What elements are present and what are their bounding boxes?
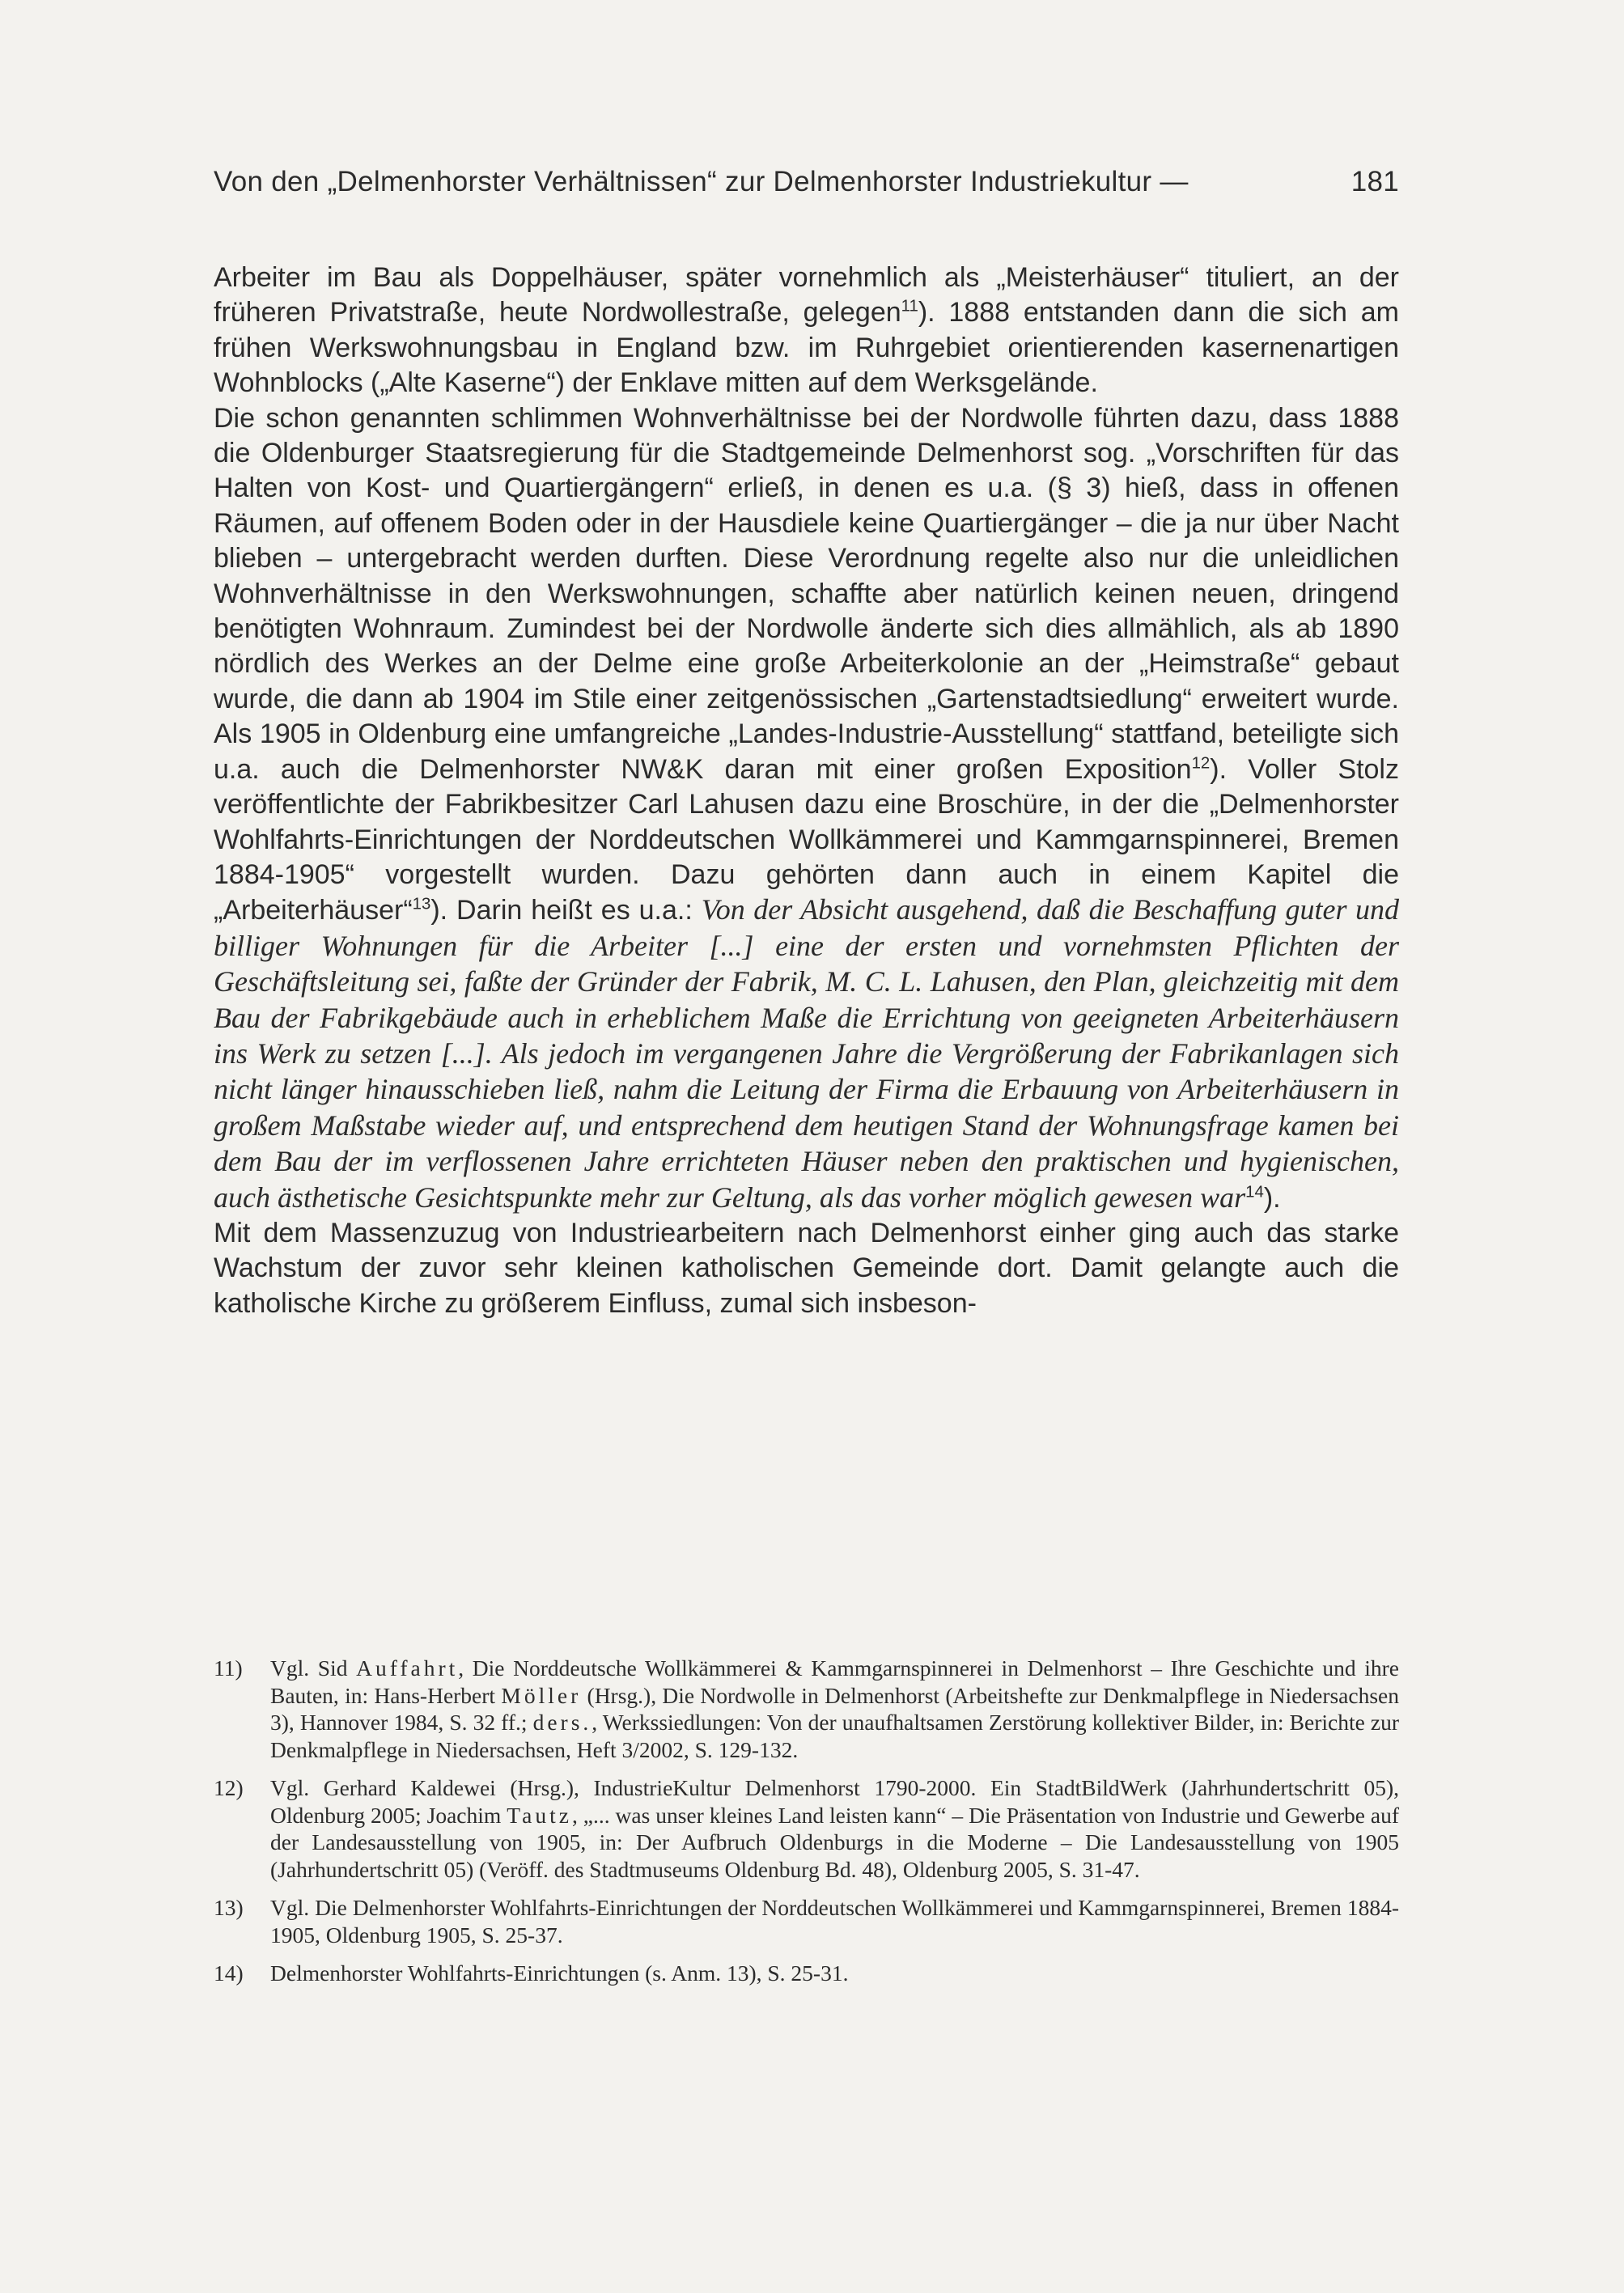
footnote-number: 14) bbox=[214, 1960, 244, 1986]
footnote-text bbox=[270, 1774, 1399, 1883]
footnote-segment: Vgl. Gerhard Kaldewei (Hrsg.), IndustrieKultur Delmenhorst 1790-2000. Ein StadtBildWerk (Jahrhundertschritt 05), Oldenburg 2005; Joachim bbox=[270, 1775, 1399, 1828]
author-name: Tautz bbox=[507, 1802, 572, 1828]
block-quote: Von der Absicht ausgehend, daß die Beschaffung guter und billiger Wohnungen für die Arbeiter [...] eine der ersten und vornehmsten Pflichten der Geschäftsleitung sei, faßte der Gründer der Fabrik, M. C. L. Lahusen, den Plan, gleichzeitig mit dem Bau der Fabrikgebäude auch in erheblichem Maße die Errichtung von geeigneten Arbeiterhäusern ins Werk zu setzen [...]. Als jedoch im vergangenen Jahre die Vergrößerung der Fabrikanlagen sich nicht länger hinausschieben ließ, nahm die Leitung der Firma die Erbauung von Arbeiterhäusern in großem Maßstabe wieder auf, und entsprechend dem heutigen Stand der Wohnungsfrage kamen bei dem Bau der im verflossenen Jahre errichteten Häuser neben den praktischen und hygienischen, auch ästhetische Gesichtspunkte mehr zur Geltung, als das vorher möglich gewesen war bbox=[214, 893, 1400, 1214]
paragraph-2-text-c: ). Darin heißt es u.a.: bbox=[430, 895, 702, 926]
paragraph-1-text-b: ). 1888 entstanden dann die sich am frühen Werkswohnungsbau in England bzw. im Ruhrgebiet orientierenden kasernenartigen Wohnblocks („Alte Kaserne“) der Enklave mitten auf dem Werksgelände. bbox=[214, 297, 1400, 399]
footnote-segment: Vgl. Sid bbox=[270, 1655, 357, 1681]
quote-end: ). bbox=[1263, 1182, 1281, 1214]
footnotes bbox=[214, 1655, 1399, 1998]
paragraph-2 bbox=[214, 401, 1399, 1216]
footnote-number: 11) bbox=[214, 1655, 243, 1681]
footnote-number: 12) bbox=[214, 1775, 244, 1800]
paragraph-1-text-a: Arbeiter im Bau als Doppelhäuser, später vornehmlich als „Meisterhäuser“ tituliert, an der früheren Privatstraße, heute Nordwollestraße, gelegen bbox=[214, 262, 1399, 328]
footnote-text: Vgl. Die Delmenhorster Wohlfahrts-Einrichtungen der Norddeutschen Wollkämmerei und Kammgarnspinnerei, Bremen 1884-1905, Oldenburg 1905, S. 25-37. bbox=[270, 1895, 1399, 1948]
main-text bbox=[214, 261, 1399, 1321]
footnote-14 bbox=[214, 1960, 1399, 1987]
footnote-13 bbox=[214, 1894, 1399, 1948]
paragraph-2-text-b: ). Voller Stolz veröffentlichte der Fabrikbesitzer Carl Lahusen dazu eine Broschüre, in der die „Delmenhorster Wohlfahrts-Einrichtungen der Norddeutschen Wollkämmerei und Kammgarnspinnerei, Bremen 1884-1905“ vorgestellt wurden. Dazu gehörten dann auch in einem Kapitel die „Arbeiterhäuser“ bbox=[214, 753, 1399, 926]
footnote-segment: (Hrsg.), Die Nordwolle in Delmenhorst (Arbeitshefte zur Denkmalpflege in Niedersachsen 3), Hannover 1984, S. 32 ff.; bbox=[270, 1682, 1400, 1735]
running-title: Von den „Delmenhorster Verhältnissen“ zur Delmenhorster Industriekultur — bbox=[214, 166, 1189, 197]
footnote-segment: , „... was unser kleines Land leisten kann“ – Die Präsentation von Industrie und Gewerbe auf der Landesausstellung von 1905, in: Der Aufbruch Oldenburgs in die Moderne – Die Landesausstellung von 1905 (Jahrhundertschritt 05) (Veröff. des Stadtmuseums Oldenburg Bd. 48), Oldenburg 2005, S. 31-47. bbox=[270, 1802, 1399, 1882]
footnote-segment: , Werkssiedlungen: Von der unaufhaltsamen Zerstörung kollektiver Bilder, in: Berichte zur Denkmalpflege in Niedersachsen, Heft 3/2002, S. 129-132. bbox=[270, 1710, 1399, 1762]
paragraph-2-text-a: Die schon genannten schlimmen Wohnverhältnisse bei der Nordwolle führten dazu, dass 1888 die Oldenburger Staatsregierung für die Stadtgemeinde Delmenhorst sog. „Vorschriften für das Halten von Kost- und Quartiergängern“ erließ, in denen es u.a. (§ 3) hieß, dass in offenen Räumen, auf offenem Boden oder in der Hausdiele keine Quartiergänger – die ja nur über Nacht blieben – untergebracht werden durften. Diese Verordnung regelte also nur die unleidlichen Wohnverhältnisse in den Werkswohnungen, schaffte aber natürlich keinen neuen, dringend benötigten Wohnraum. Zumindest bei der Nordwolle änderte sich dies allmählich, als ab 1890 nördlich des Werkes an der Delme eine große Arbeiterkolonie an der „Heimstraße“ gebaut wurde, die dann ab 1904 im Stile einer zeitgenössischen „Gartenstadtsiedlung“ erweitert wurde. Als 1905 in Oldenburg eine umfangreiche „Landes-Industrie-Ausstellung“ stattfand, beteiligte sich u.a. auch die Delmenhorster NW&K daran mit einer großen Exposition bbox=[214, 402, 1399, 785]
footnote-ref-13: 13 bbox=[412, 895, 431, 913]
footnote-number: 13) bbox=[214, 1895, 244, 1920]
paragraph-1 bbox=[214, 261, 1399, 401]
footnote-text: Delmenhorster Wohlfahrts-Einrichtungen (s. Anm. 13), S. 25-31. bbox=[270, 1960, 849, 1986]
paragraph-3: Mit dem Massenzuzug von Industriearbeitern nach Delmenhorst einher ging auch das starke Wachstum der zuvor sehr kleinen katholischen Gemeinde dort. Damit gelangte auch die katholische Kirche zu größerem Einfluss, zumal sich insbeson- bbox=[214, 1217, 1399, 1319]
footnote-ref-11: 11 bbox=[901, 298, 918, 316]
footnote-11 bbox=[214, 1655, 1399, 1763]
footnote-ref-14: 14 bbox=[1245, 1183, 1264, 1202]
footnote-12 bbox=[214, 1774, 1399, 1883]
author-name: Auffahrt bbox=[356, 1655, 459, 1681]
page-number: 181 bbox=[1351, 166, 1399, 197]
footnote-text bbox=[270, 1655, 1399, 1763]
author-name: ders. bbox=[532, 1710, 592, 1735]
footnote-ref-12: 12 bbox=[1191, 754, 1211, 773]
running-head bbox=[214, 166, 1399, 198]
author-name: Möller bbox=[501, 1682, 582, 1708]
footnote-segment: , Die Norddeutsche Wollkämmerei & Kammgarnspinnerei in Delmenhorst – Ihre Geschichte und ihre Bauten, in: Hans-Herbert bbox=[270, 1655, 1400, 1708]
